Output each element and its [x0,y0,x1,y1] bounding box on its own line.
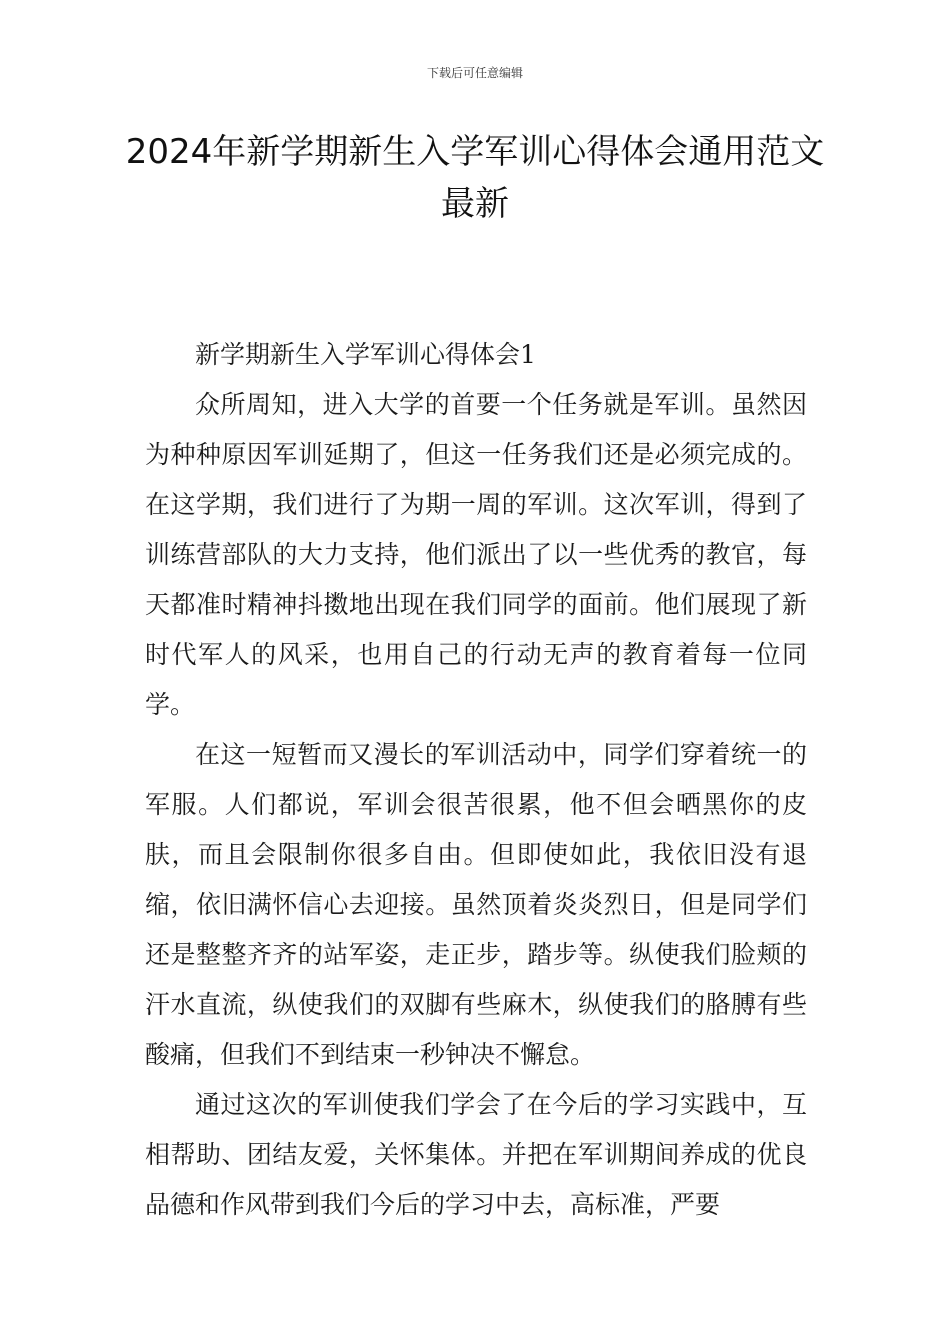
document-body [145,330,807,1230]
paragraph: 众所周知，进入大学的首要一个任务就是军训。虽然因为种种原因军训延期了，但这一任务我们还是必须完成的。在这学期，我们进行了为期一周的军训。这次军训，得到了训练营部队的大力支持，他们派出了以一些优秀的教官，每天都准时精神抖擞地出现在我们同学的面前。他们展现了新时代军人的风采，也用自己的行动无声的教育着每一位同学。 [145,390,807,719]
document-title: 2024年新学期新生入学军训心得体会通用范文最新 [125,132,825,224]
section-heading: 新学期新生入学军训心得体会1 [195,340,536,369]
header-note: 下载后可任意编辑 [426,66,523,80]
paragraph: 通过这次的军训使我们学会了在今后的学习实践中，互相帮助、团结友爱，关怀集体。并把在军训期间养成的优良品德和作风带到我们今后的学习中去，高标准，严要 [145,1090,807,1219]
paragraph: 在这一短暂而又漫长的军训活动中，同学们穿着统一的军服。人们都说，军训会很苦很累，他不但会晒黑你的皮肤，而且会限制你很多自由。但即使如此，我依旧没有退缩，依旧满怀信心去迎接。虽然顶着炎炎烈日，但是同学们还是整整齐齐的站军姿，走正步，踏步等。纵使我们脸颊的汗水直流，纵使我们的双脚有些麻木，纵使我们的胳膊有些酸痛，但我们不到结束一秒钟决不懈怠。 [145,740,807,1069]
